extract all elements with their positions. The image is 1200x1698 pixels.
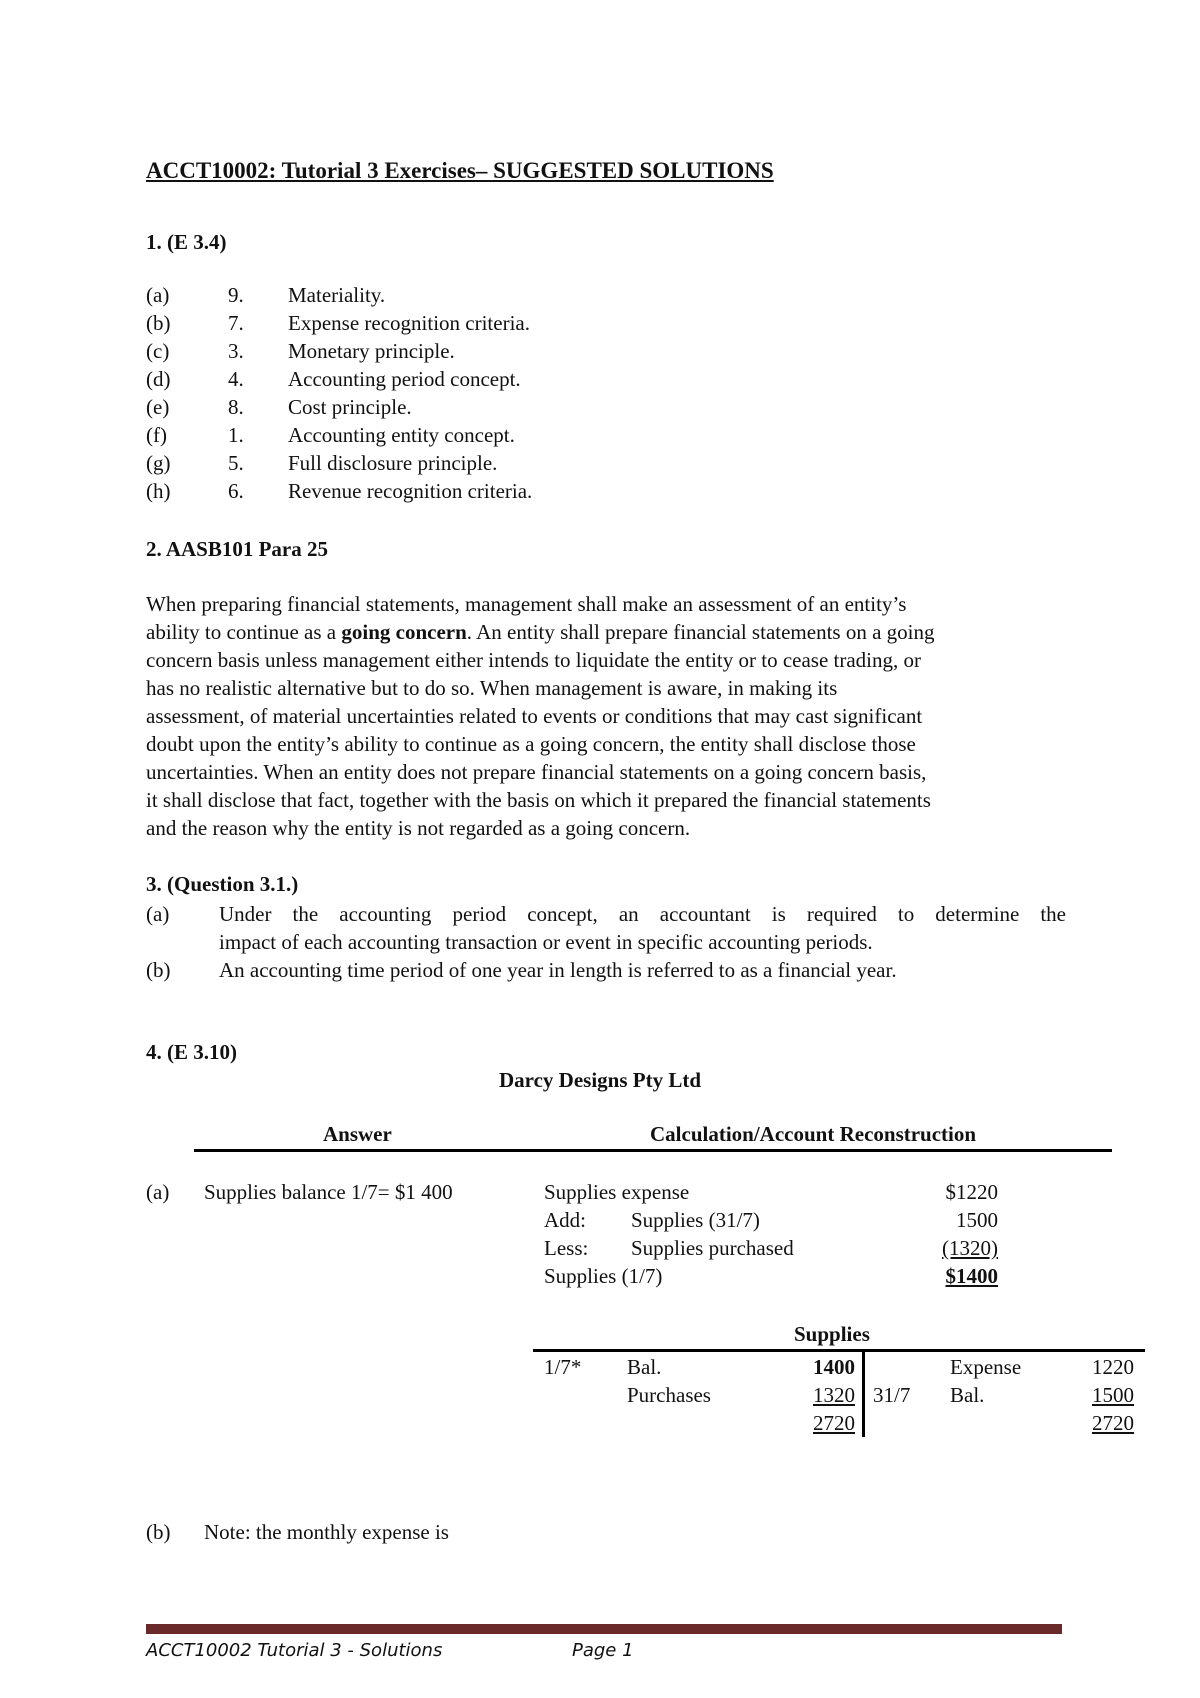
q2-line: When preparing financial statements, management shall make an assessment of an entity’s [146,592,907,616]
footer-title: ACCT10002 Tutorial 3 - Solutions [146,1640,443,1661]
company-name: Darcy Designs Pty Ltd [498,1068,702,1092]
taccount-credit-date: 31/7 [873,1383,911,1407]
q1-item-text: Materiality. [288,283,386,307]
q2-line: assessment, of material uncertainties related to events or conditions that may cast significant [146,704,923,728]
col-header-answer: Answer [323,1122,392,1146]
q2-line: uncertainties. When an entity does not prepare financial statements on a going concern basis, [146,760,927,784]
col-header-calculation: Calculation/Account Reconstruction [650,1122,977,1146]
q1-item-letter: (f) [146,423,167,447]
q3-item-a [146,900,1066,956]
q1-item-text: Revenue recognition criteria. [288,479,533,503]
q3-b-line1: An accounting time period of one year in length is referred to as a financial year. [219,958,897,982]
q1-item-number: 7. [228,311,244,335]
q2-paragraph [146,590,1066,842]
taccount-credit-desc: Expense [950,1355,1022,1379]
q3-heading: 3. (Question 3.1.) [146,872,299,896]
q1-item-text: Accounting entity concept. [288,423,515,447]
calc-row3-prefix: Less: [544,1236,589,1260]
calc-row3-value: (1320) [942,1236,998,1260]
q2-line: has no realistic alternative but to do so. When management is aware, in making its [146,676,838,700]
q1-item-letter: (d) [146,367,171,391]
q2-line-going-concern: ability to continue as a going concern. An entity shall prepare financial statements on a going [146,620,935,644]
taccount-debit-desc: Purchases [627,1383,711,1407]
q1-item-text: Monetary principle. [288,339,455,363]
q4-b-label: (b) [146,1520,171,1544]
q1-item-letter: (h) [146,479,171,503]
q1-item-letter: (a) [146,283,170,307]
q3-b-label: (b) [146,958,171,982]
q4-b-text: Note: the monthly expense is [204,1520,449,1544]
header-rule [194,1149,1112,1152]
q3-item-b [146,956,1066,984]
q3-a-line2: impact of each accounting transaction or event in specific accounting periods. [219,930,873,954]
q1-item-number: 3. [228,339,244,363]
calc-row2-prefix: Add: [544,1208,586,1232]
q1-item-text: Accounting period concept. [288,367,521,391]
q1-item-number: 8. [228,395,244,419]
calc-row3-label: Supplies purchased [631,1236,794,1260]
q1-item-text: Full disclosure principle. [288,451,498,475]
taccount-title: Supplies [794,1322,870,1346]
q2-line: it shall disclose that fact, together with the basis on which it prepared the financial statements [146,788,931,812]
q1-item-number: 6. [228,479,244,503]
going-concern-term: going concern [341,620,467,644]
q1-item-number: 5. [228,451,244,475]
q1-item-text: Cost principle. [288,395,412,419]
taccount-debit-desc: Bal. [627,1355,662,1379]
q1-item-letter: (b) [146,311,171,335]
page-number: Page 1 [572,1640,634,1661]
calc-row1-value: $1220 [945,1180,998,1204]
q4-a-label: (a) [146,1180,170,1204]
q4-heading: 4. (E 3.10) [146,1040,237,1064]
footer-bar [146,1624,1062,1634]
calc-row2-value: 1500 [956,1208,998,1232]
page-title: ACCT10002: Tutorial 3 Exercises– SUGGESTED SOLUTIONS [146,158,774,183]
taccount-center-rule [862,1349,865,1437]
q2-line: doubt upon the entity’s ability to continue as a going concern, the entity shall disclose those [146,732,916,756]
q1-heading: 1. (E 3.4) [146,230,227,254]
q3-a-line1: Under the accounting period concept, an accountant is required to determine the [219,902,1066,926]
q1-item-letter: (g) [146,451,171,475]
taccount-debit-amount: 1400 [813,1355,855,1379]
calc-row1-label: Supplies expense [544,1180,690,1204]
calc-row2-label: Supplies (31/7) [631,1208,760,1232]
taccount-debit-date: 1/7* [544,1355,582,1379]
q4-a-answer: Supplies balance 1/7= $1 400 [204,1180,453,1204]
taccount-credit-amount: 1500 [1092,1383,1134,1407]
q1-item-text: Expense recognition criteria. [288,311,530,335]
q3-a-label: (a) [146,902,170,926]
taccount-credit-total: 2720 [1092,1411,1134,1435]
q1-item-number: 4. [228,367,244,391]
q1-item-number: 9. [228,283,244,307]
calc-row4-label: Supplies (1/7) [544,1264,663,1288]
q1-item-number: 1. [228,423,244,447]
q2-heading: 2. AASB101 Para 25 [146,537,329,561]
q1-item-letter: (e) [146,395,170,419]
q2-line: concern basis unless management either intends to liquidate the entity or to cease trading, or [146,648,922,672]
q1-item-letter: (c) [146,339,170,363]
taccount-debit-amount: 1320 [813,1383,855,1407]
taccount-credit-desc: Bal. [950,1383,985,1407]
taccount-debit-total: 2720 [813,1411,855,1435]
taccount-credit-amount: 1220 [1092,1355,1134,1379]
calc-row4-value: $1400 [945,1264,998,1288]
taccount-top-rule [533,1349,1145,1352]
q2-line: and the reason why the entity is not regarded as a going concern. [146,816,691,840]
